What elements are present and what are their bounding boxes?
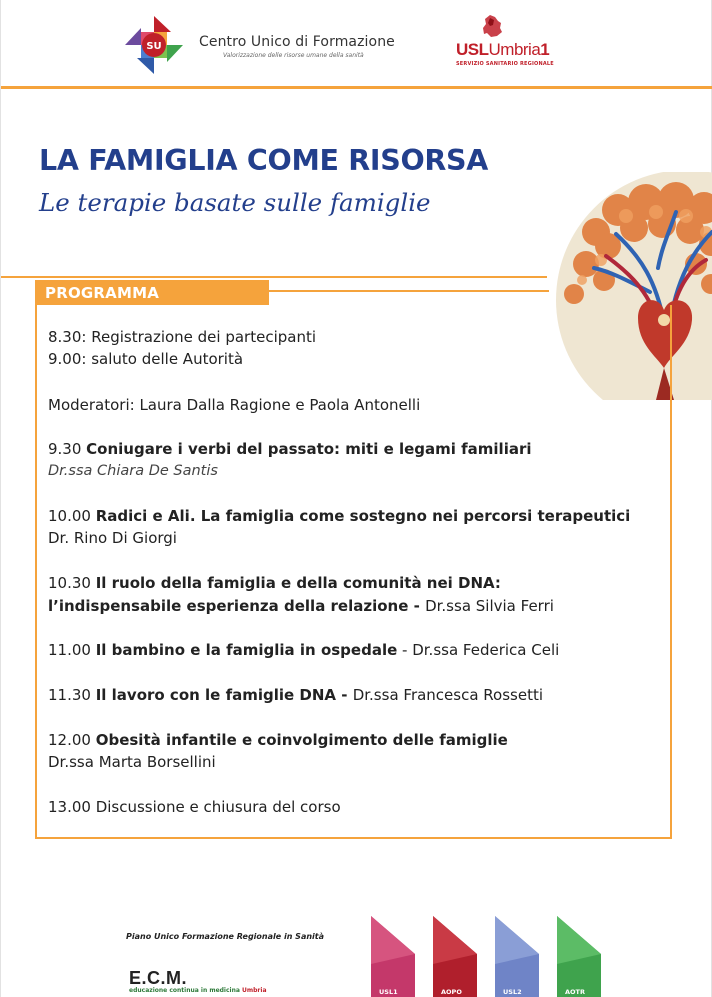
- frame-top-rule: [269, 290, 549, 292]
- session-2: 10.00 Radici e Ali. La famiglia come sostegno nei percorsi terapeutici: [48, 507, 631, 525]
- session-5: 11.30 Il lavoro con le famiglie DNA - Dr.ssa Francesca Rossetti: [48, 686, 544, 704]
- page-subtitle: Le terapie basate sulle famiglie: [39, 188, 431, 217]
- program-moderators: Moderatori: Laura Dalla Ragione e Paola Antonelli: [48, 396, 421, 414]
- session-1: 9.30 Coniugare i verbi del passato: miti e legami familiari: [48, 440, 532, 458]
- program-registration: 8.30: Registrazione dei partecipanti: [48, 328, 317, 346]
- session-6-speaker: Dr.ssa Marta Borsellini: [48, 753, 216, 771]
- frame-right-rule: [670, 398, 672, 414]
- section-rule: [1, 276, 547, 278]
- usl-subtitle: SERVIZIO SANITARIO REGIONALE: [456, 61, 554, 67]
- footer-tile-aotr: AOTR: [557, 916, 601, 997]
- program-greetings: 9.00: saluto delle Autorità: [48, 350, 244, 368]
- usl-umbria-logo: USLUmbria1: [456, 40, 550, 59]
- session-3-line2: l’indispensabile esperienza della relazione - Dr.ssa Silvia Ferri: [48, 597, 554, 615]
- session-6: 12.00 Obesità infantile e coinvolgimento delle famiglie: [48, 731, 508, 749]
- header-divider: [1, 86, 712, 89]
- ecm-logo: E.C.M.: [129, 968, 188, 988]
- logo-initials: SU: [146, 41, 162, 52]
- footer-tile-usl2: USL2: [495, 916, 539, 997]
- footer-tile-usl1: USL1: [371, 916, 415, 997]
- session-1-speaker: Dr.ssa Chiara De Santis: [48, 463, 218, 479]
- centro-unico-logo-icon: [123, 14, 185, 76]
- page-title: LA FAMIGLIA COME RISORSA: [39, 144, 489, 177]
- program-closing: 13.00 Discussione e chiusura del corso: [48, 798, 341, 816]
- footer-tile-aopo: AOPO: [433, 916, 477, 997]
- session-4: 11.00 Il bambino e la famiglia in ospedale - Dr.ssa Federica Celi: [48, 641, 560, 659]
- ecm-subtitle: educazione continua in medicina Umbria: [129, 987, 267, 994]
- session-3: 10.30 Il ruolo della famiglia e della comunità nei DNA:: [48, 574, 501, 592]
- section-label: PROGRAMMA: [35, 280, 269, 305]
- umbria-region-icon: [481, 14, 503, 38]
- org-name: Centro Unico di Formazione: [199, 34, 395, 50]
- session-2-speaker: Dr. Rino Di Giorgi: [48, 529, 177, 547]
- org-tagline: Valorizzazione delle risorse umane della sanità: [223, 52, 364, 59]
- footer-note: Piano Unico Formazione Regionale in Sanità: [126, 932, 324, 941]
